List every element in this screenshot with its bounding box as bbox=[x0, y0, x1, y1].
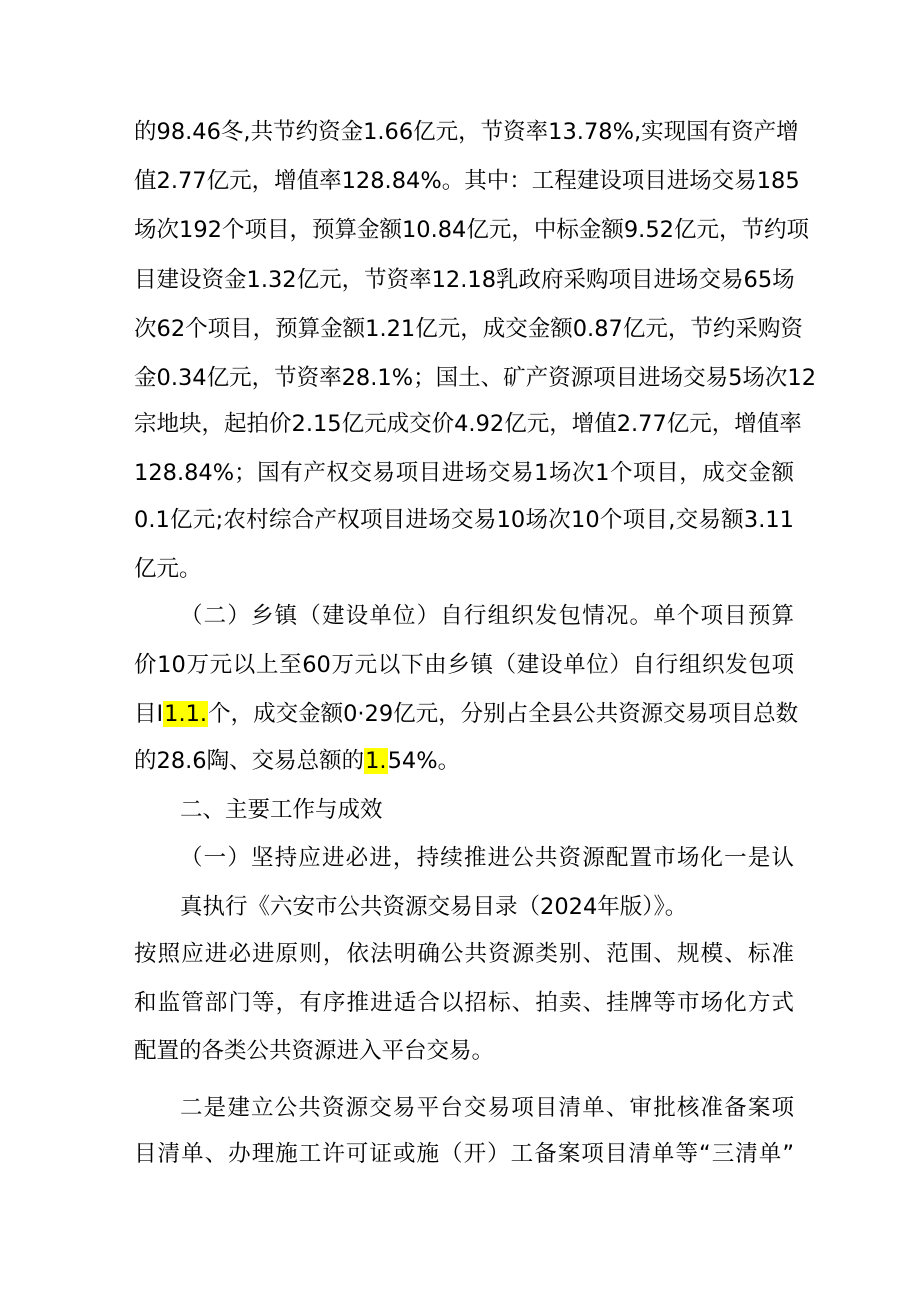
highlighted-text: 1.1. bbox=[164, 701, 208, 727]
text-line: 的98.46冬,共节约资金1.66亿元，节资率13.78%,实现国有资产增 bbox=[134, 119, 799, 145]
text-line: 目建设资金1.32亿元，节资率12.18乳政府采购项目进场交易65场 bbox=[134, 267, 795, 293]
text-line: 真执行《六安市公共资源交易目录（2024年版）》。 bbox=[180, 894, 688, 920]
text-fragment: 目I bbox=[134, 701, 164, 727]
text-line: 宗地块，起拍价2.15亿元成交价4.92亿元，增值2.77亿元，增值率 bbox=[134, 411, 802, 437]
text-line: 二是建立公共资源交易平台交易项目清单、审批核准备案项 bbox=[180, 1095, 794, 1121]
text-line: 金0.34亿元，节资率28.1%；国土、矿产资源项目进场交易5场次12 bbox=[134, 365, 817, 391]
highlighted-text: 1. bbox=[365, 748, 387, 774]
text-line: 128.84%；国有产权交易项目进场交易1场次1个项目，成交金额 bbox=[134, 460, 794, 486]
paragraph-heading-line: （二）乡镇（建设单位）自行组织发包情况。单个项目预算 bbox=[180, 603, 794, 629]
text-line: 目清单、办理施工许可证或施（开）工备案项目清单等“三清单” bbox=[134, 1141, 794, 1167]
text-fragment: 个，成交金额0·29亿元，分别占全县公共资源交易项目总数 bbox=[208, 701, 799, 727]
text-line: 亿元。 bbox=[134, 556, 202, 582]
text-line: （一）坚持应进必进，持续推进公共资源配置市场化一是认 bbox=[180, 845, 794, 871]
text-line: 值2.77亿元，增值率128.84%。其中：工程建设项目进场交易185 bbox=[134, 168, 800, 194]
text-line: 0.1亿元;农村综合产权项目进场交易10场次10个项目,交易额3.11 bbox=[134, 507, 794, 533]
text-line: 价10万元以上至60万元以下由乡镇（建设单位）自行组织发包项 bbox=[134, 652, 794, 678]
text-line: 次62个项目，预算金额1.21亿元，成交金额0.87亿元，节约采购资 bbox=[134, 316, 803, 342]
text-line-with-highlight bbox=[134, 741, 794, 781]
section-heading: 二、主要工作与成效 bbox=[180, 797, 383, 823]
text-line: 按照应进必进原则，依法明确公共资源类别、范围、规模、标准 bbox=[134, 941, 794, 967]
text-line: 和监管部门等，有序推进适合以招标、拍卖、挂牌等市场化方式 bbox=[134, 990, 794, 1016]
text-line: 场次192个项目，预算金额10.84亿元，中标金额9.52亿元，节约项 bbox=[134, 217, 809, 243]
text-fragment: 54%。 bbox=[387, 748, 461, 774]
text-fragment: 的28.6陶、交易总额的 bbox=[134, 748, 365, 774]
text-line: 配置的各类公共资源进入平台交易。 bbox=[134, 1038, 495, 1064]
text-line-with-highlight bbox=[134, 694, 799, 734]
